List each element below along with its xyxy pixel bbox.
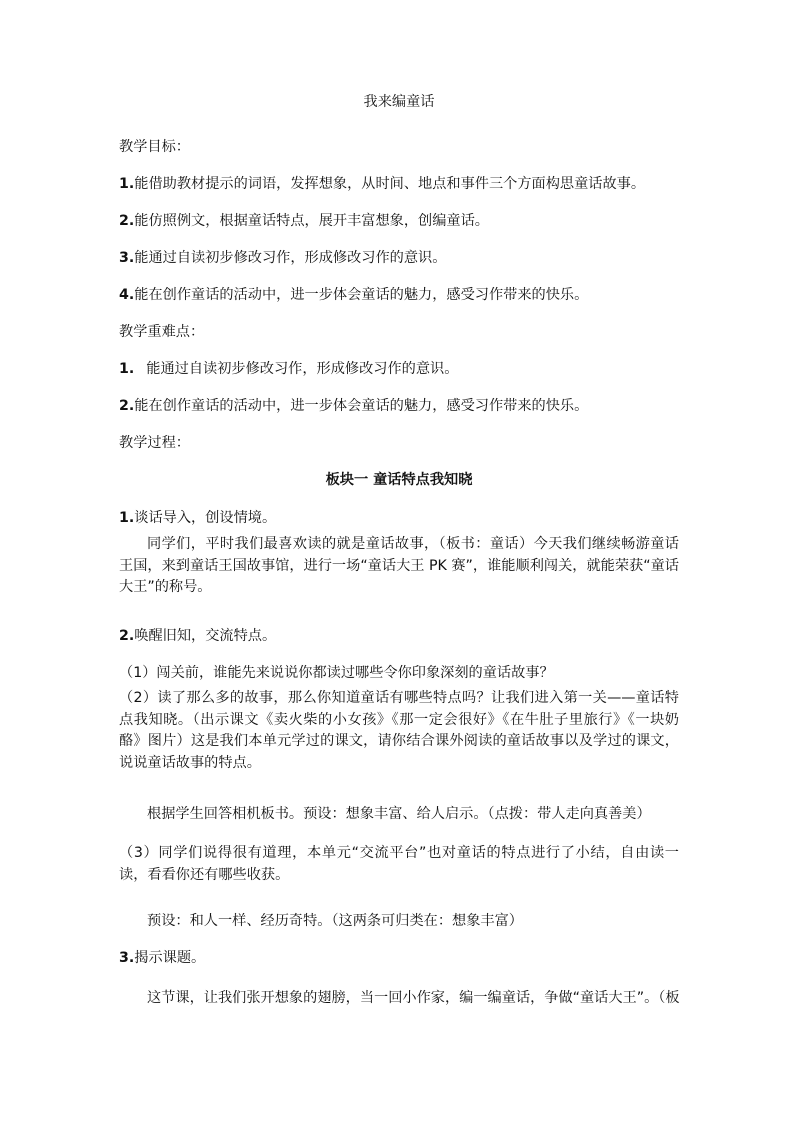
note-text: 根据学生回答相机板书。预设：想象丰富、给人启示。（点拨：带人走向真善美） bbox=[147, 806, 651, 822]
step-text: 唤醒旧知，交流特点。 bbox=[134, 628, 277, 644]
question-paragraph: （1）闯关前，谁能先来说说你都读过哪些令你印象深刻的童话故事？ bbox=[119, 665, 554, 681]
note-paragraph bbox=[119, 804, 651, 824]
goal-text: 能在创作童话的活动中，进一步体会童话的魅力，感受习作带来的快乐。 bbox=[134, 287, 589, 303]
note-text: 预设：和人一样、经历奇特。（这两条可归类在：想象丰富） bbox=[147, 913, 523, 929]
goal-text: 能通过自读初步修改习作，形成修改习作的意识。 bbox=[134, 250, 447, 266]
difficulty-number: 1. bbox=[119, 361, 135, 377]
difficulty-text: 能通过自读初步修改习作，形成修改习作的意识。 bbox=[146, 361, 459, 377]
difficulty-item bbox=[119, 359, 458, 379]
goal-item bbox=[119, 248, 446, 268]
goal-number: 2. bbox=[119, 213, 135, 229]
goal-number: 3. bbox=[119, 250, 135, 266]
goal-number: 1. bbox=[119, 176, 135, 192]
goal-item bbox=[119, 285, 588, 305]
question-paragraph: （2）读了那么多的故事，那么你知道童话有哪些特点吗？让我们进入第一关——童话特点我知晓。（出示课文《卖火柴的小女孩》《那一定会很好》《在牛肚子里旅行》《一块奶酪》图片）这是我们本单元学过的课文，请你结合课外阅读的童话故事以及学过的课文，说说童话故事的特点。 bbox=[119, 690, 679, 771]
closing-text: 这节课，让我们张开想象的翅膀，当一回小作家，编一编童话，争做“童话大王”。（板 bbox=[147, 990, 680, 1006]
goal-item bbox=[119, 174, 645, 194]
intro-paragraph: 同学们，平时我们最喜欢读的就是童话故事，（板书：童话）今天我们继续畅游童话王国，来到童话王国故事馆，进行一场“童话大王 PK 赛”，谁能顺利闯关，就能荣获“童话大王”的称号。 bbox=[119, 536, 679, 595]
note-paragraph bbox=[119, 911, 523, 931]
step-number: 2. bbox=[119, 628, 135, 644]
step-heading bbox=[119, 626, 276, 646]
goal-text: 能借助教材提示的词语，发挥想象，从时间、地点和事件三个方面构思童话故事。 bbox=[134, 176, 646, 192]
step-number: 1. bbox=[119, 510, 135, 526]
section-title: 板块一 童话特点我知晓 bbox=[325, 472, 473, 488]
difficulty-heading: 教学重难点： bbox=[119, 324, 205, 340]
difficulty-item bbox=[119, 396, 588, 416]
closing-paragraph bbox=[119, 988, 680, 1008]
process-heading: 教学过程： bbox=[119, 435, 190, 451]
step-text: 揭示课题。 bbox=[134, 950, 206, 966]
step-number: 3. bbox=[119, 950, 135, 966]
question-paragraph: （3）同学们说得很有道理，本单元“交流平台”也对童话的特点进行了小结，自由读一读，看看你还有哪些收获。 bbox=[119, 845, 679, 883]
goals-heading: 教学目标： bbox=[119, 139, 190, 155]
step-heading bbox=[119, 948, 205, 968]
goal-number: 4. bbox=[119, 287, 135, 303]
document-title: 我来编童话 bbox=[363, 94, 435, 110]
goal-text: 能仿照例文，根据童话特点，展开丰富想象，创编童话。 bbox=[134, 213, 489, 229]
difficulty-text: 能在创作童话的活动中，进一步体会童话的魅力，感受习作带来的快乐。 bbox=[134, 398, 589, 414]
difficulty-number: 2. bbox=[119, 398, 135, 414]
step-heading bbox=[119, 508, 276, 528]
step-text: 谈话导入，创设情境。 bbox=[134, 510, 277, 526]
goal-item bbox=[119, 211, 489, 231]
